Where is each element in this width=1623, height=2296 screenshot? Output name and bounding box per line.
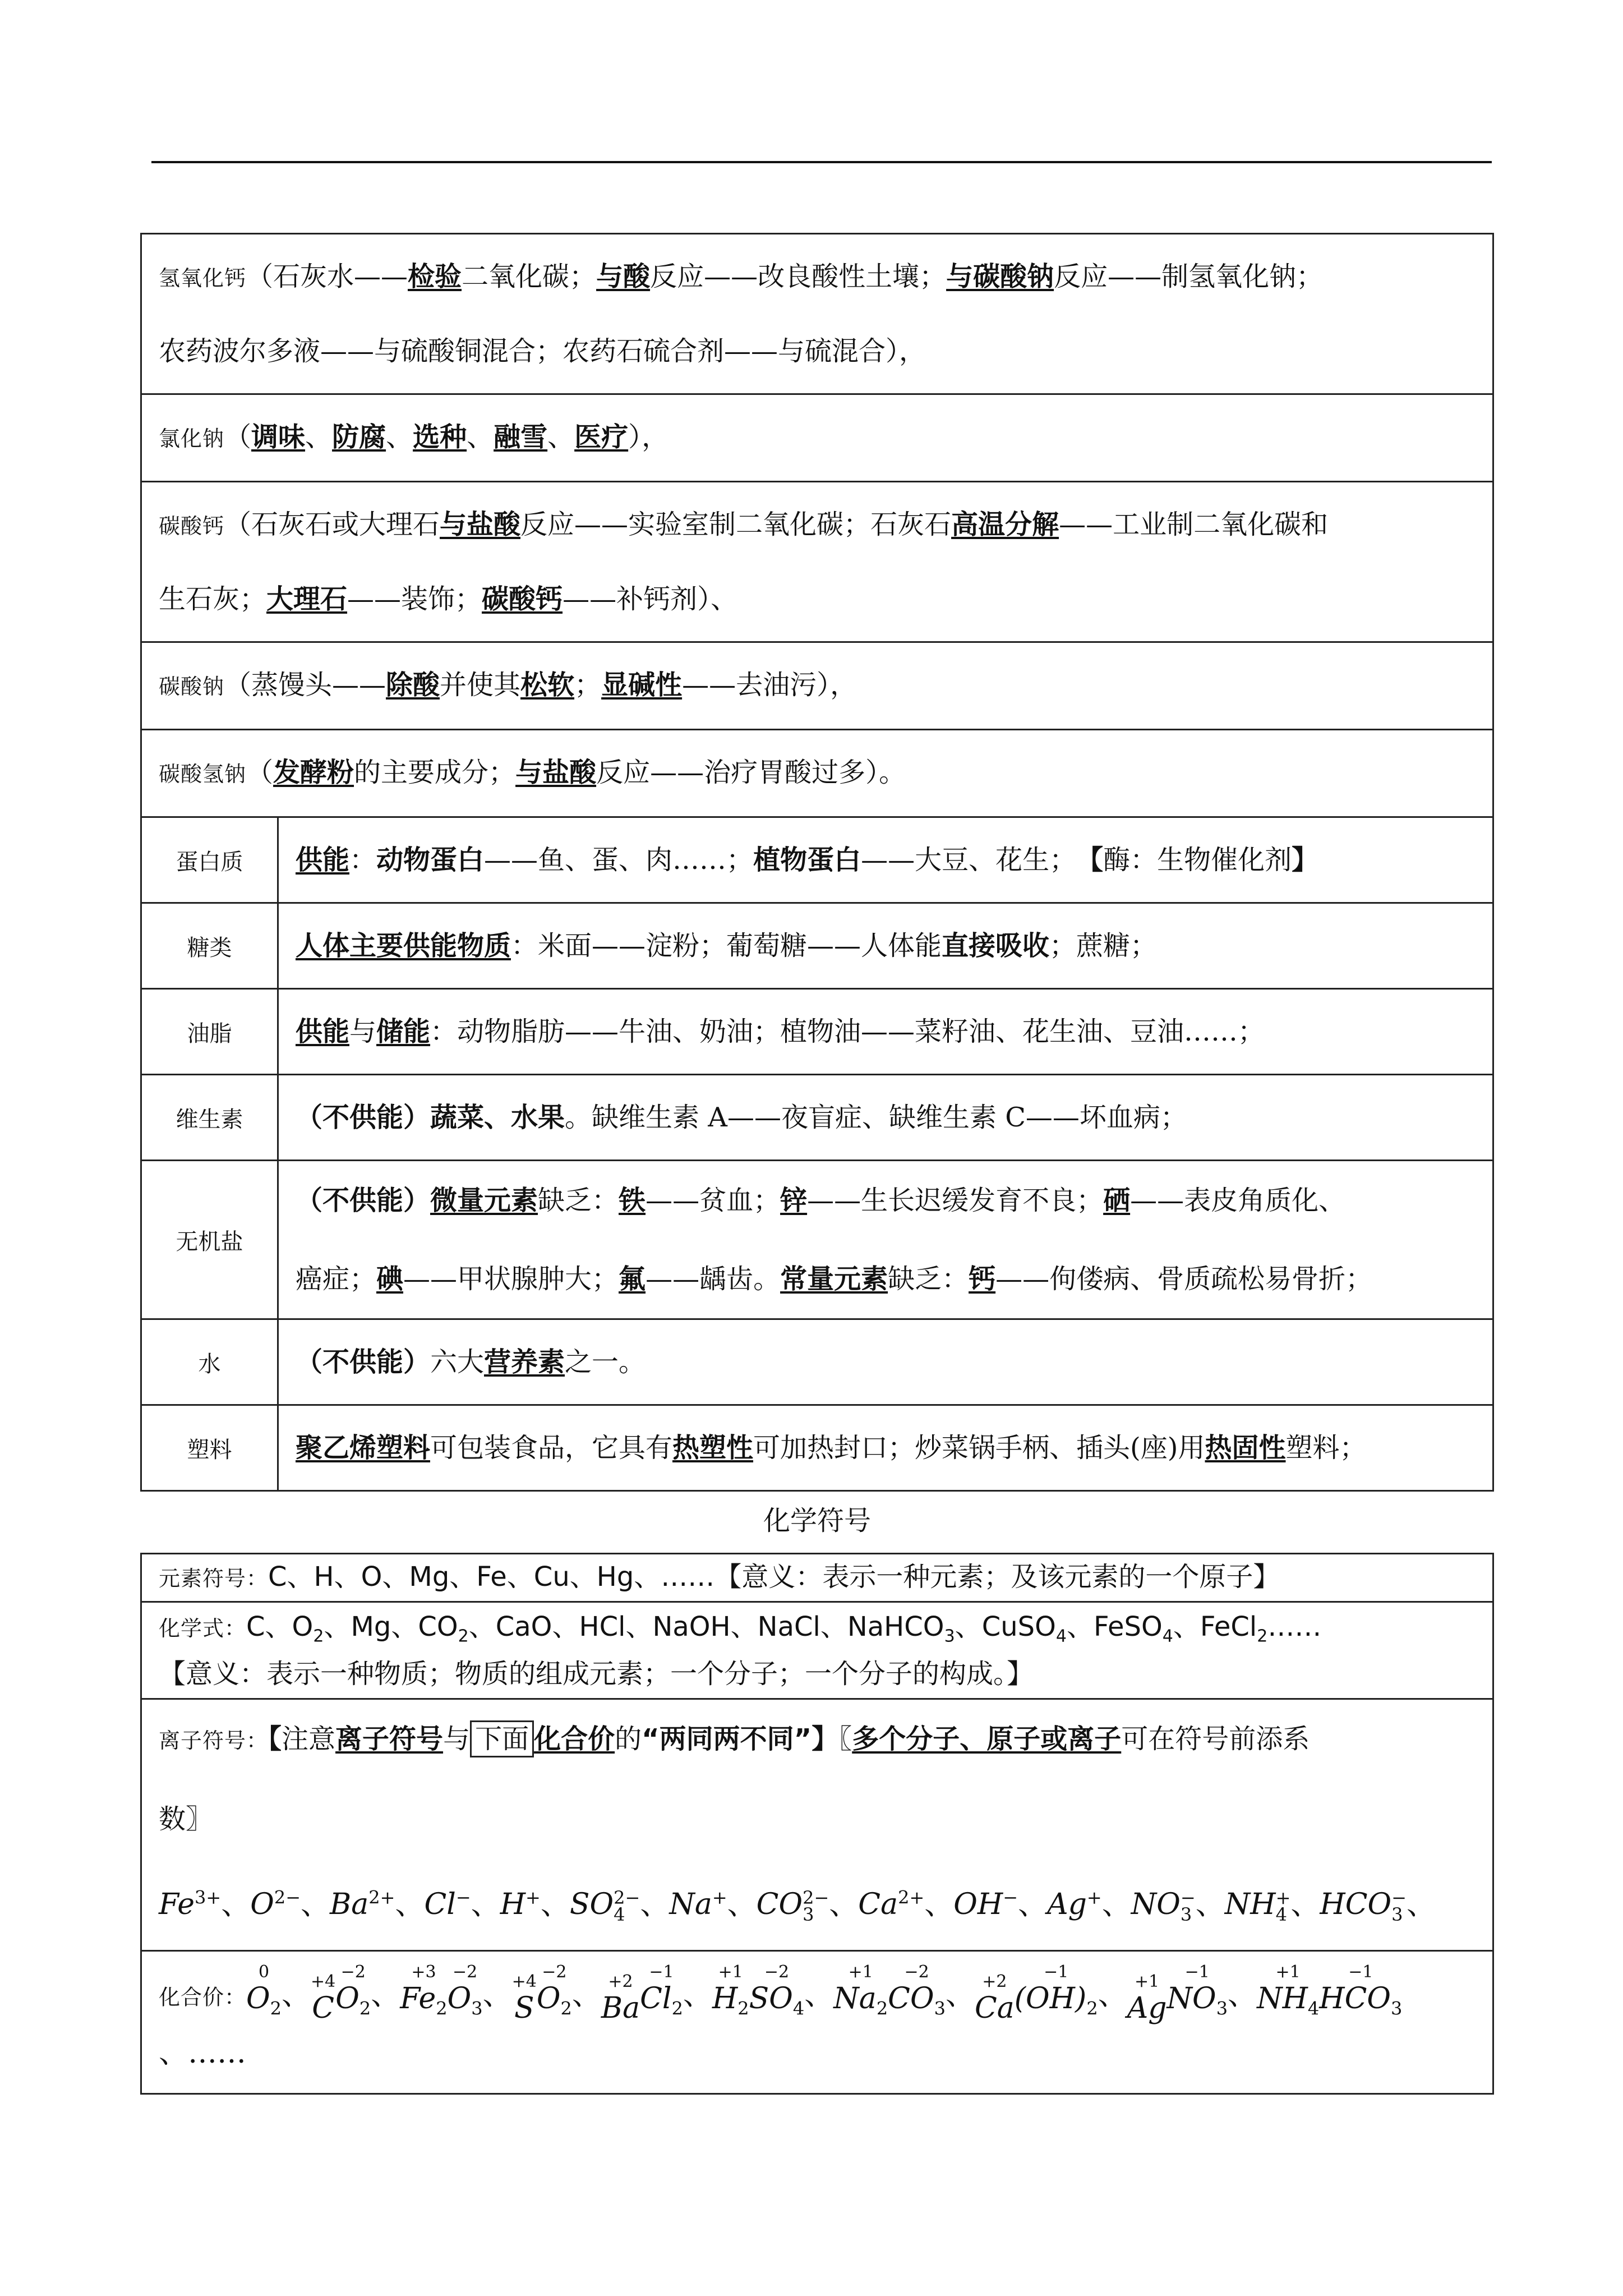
element-symbol-text: C、H、O、Mg、Fe、Cu、Hg、…… bbox=[268, 1561, 715, 1593]
valence-value: +4 bbox=[311, 1972, 336, 1992]
element-symbol: $O_2$ bbox=[246, 1981, 282, 2019]
valence-compound bbox=[1127, 1962, 1228, 2026]
nutrient-row bbox=[141, 817, 1493, 903]
valence-value: +1 bbox=[848, 1962, 873, 1982]
nutrient-label: 蛋白质 bbox=[141, 817, 278, 903]
text-segment: 农药波尔多液——与硫酸铜混合；农药石硫合剂——与硫混合）， bbox=[159, 335, 926, 367]
separator: 、 bbox=[552, 1611, 579, 1642]
usage-cell bbox=[141, 482, 1493, 642]
separator: 、 bbox=[804, 1978, 834, 2012]
valence-element bbox=[1319, 1963, 1402, 2025]
keyword: 医疗 bbox=[574, 421, 629, 453]
nutrient-content bbox=[278, 817, 1493, 903]
formula: $O_2$ bbox=[292, 1611, 324, 1646]
text-segment: ——去油污）， bbox=[682, 669, 857, 701]
valence-list bbox=[159, 1962, 1403, 2070]
text-segment: ； bbox=[574, 669, 602, 701]
usage-label: 氯化钠 bbox=[159, 426, 225, 451]
text-segment: 二氧化碳； bbox=[462, 261, 597, 292]
text-segment: 反应——实验室制二氧化碳；石灰石 bbox=[520, 509, 952, 540]
text-segment: 之一。 bbox=[565, 1346, 646, 1378]
nutrient-rows bbox=[141, 817, 1493, 1491]
formula: $CO_2$ bbox=[418, 1611, 469, 1646]
element-symbol: $HCO_3$ bbox=[1319, 1981, 1403, 2019]
ion-symbol-label: 离子符号： bbox=[159, 1728, 269, 1753]
nutrient-content bbox=[278, 989, 1493, 1075]
text-segment: 、 bbox=[547, 421, 575, 453]
nutrient-label: 塑料 bbox=[141, 1405, 278, 1491]
usage-row bbox=[141, 482, 1493, 642]
keyword: 动物蛋白 bbox=[376, 844, 485, 876]
text-segment: 反应——治疗胃酸过多）。 bbox=[596, 757, 906, 788]
separator: 、 bbox=[265, 1611, 292, 1642]
valence-value: −1 bbox=[1348, 1962, 1373, 1982]
valence-element bbox=[975, 1972, 1015, 2025]
text-segment: 、 bbox=[386, 421, 413, 453]
keyword: 热固性 bbox=[1205, 1432, 1286, 1464]
ion: NH + 4 bbox=[1224, 1887, 1291, 1926]
separator: 、 bbox=[730, 1611, 758, 1642]
nutrient-content bbox=[278, 903, 1493, 989]
valence-compound bbox=[833, 1962, 946, 2019]
valence-value: +1 bbox=[718, 1962, 743, 1982]
separator: 、 bbox=[945, 1978, 975, 2012]
usage-label: 碳酸钠 bbox=[159, 674, 225, 699]
usage-row bbox=[141, 730, 1493, 817]
keyword: 钙 bbox=[969, 1263, 996, 1295]
valence-value: +1 bbox=[1135, 1972, 1160, 1992]
formula: Mg bbox=[351, 1611, 391, 1642]
nutrient-content bbox=[278, 1405, 1493, 1491]
text-segment: 的 bbox=[615, 1723, 642, 1755]
usage-row bbox=[141, 642, 1493, 730]
keyword: 防腐 bbox=[332, 421, 386, 453]
keyword: 碘 bbox=[376, 1263, 404, 1295]
text-segment: 注意 bbox=[282, 1723, 336, 1755]
text-segment: 的主要成分； bbox=[354, 757, 516, 788]
keyword: 锌 bbox=[780, 1185, 808, 1216]
valence-value: −2 bbox=[340, 1962, 366, 1982]
usage-rows bbox=[141, 234, 1493, 817]
separator: 、 bbox=[571, 1978, 601, 2012]
text-segment: ——生长迟缓发育不良； bbox=[807, 1185, 1104, 1216]
separator: 、 bbox=[371, 1978, 400, 2012]
text-segment: 〖 bbox=[838, 1723, 852, 1755]
formula: HCl bbox=[579, 1611, 626, 1642]
keyword: 与酸 bbox=[596, 261, 651, 292]
valence-value: −2 bbox=[764, 1962, 790, 1982]
element-symbol: $(OH)_2$ bbox=[1014, 1981, 1098, 2019]
separator: 、 bbox=[468, 1611, 496, 1642]
keyword: 【 bbox=[268, 1723, 282, 1755]
valence-element bbox=[335, 1963, 371, 2025]
separator: 、 bbox=[1173, 1611, 1200, 1642]
formula: C bbox=[246, 1611, 265, 1642]
valence-element bbox=[712, 1963, 749, 2025]
keyword: 植物蛋白 bbox=[753, 844, 861, 876]
usage-label: 氢氧化钙 bbox=[159, 266, 247, 291]
usage-label: 碳酸氢钠 bbox=[159, 762, 247, 786]
valence-element bbox=[1257, 1963, 1319, 2025]
valence-value: +1 bbox=[1275, 1962, 1301, 1982]
separator: 、 bbox=[540, 1887, 570, 1921]
text-segment: （蒸馒头—— bbox=[224, 669, 386, 701]
valence-compound bbox=[601, 1962, 683, 2026]
text-segment: 并使其 bbox=[440, 669, 521, 701]
keyword: “两同两不同”】 bbox=[642, 1723, 839, 1755]
separator: 、 bbox=[324, 1611, 351, 1642]
ion: Ag+ bbox=[1047, 1887, 1102, 1921]
text-segment: 塑料； bbox=[1285, 1432, 1367, 1464]
keyword: 【 bbox=[1090, 844, 1104, 876]
ion-list bbox=[159, 1887, 1436, 1926]
keyword: 热塑性 bbox=[672, 1432, 754, 1464]
separator: 、 bbox=[1195, 1887, 1225, 1921]
nutrient-label: 水 bbox=[141, 1319, 278, 1405]
valence-element bbox=[749, 1963, 805, 2025]
chemical-formula-label: 化学式： bbox=[159, 1616, 247, 1641]
element-symbol: $CO_3$ bbox=[888, 1981, 946, 2019]
nutrient-row bbox=[141, 903, 1493, 989]
text-segment: 数〗 bbox=[159, 1803, 213, 1835]
formula: CaO bbox=[495, 1611, 552, 1642]
valence-value: 0 bbox=[258, 1962, 270, 1982]
text-segment: 反应——制氢氧化钠； bbox=[1054, 261, 1324, 292]
nutrient-label: 无机盐 bbox=[141, 1161, 278, 1319]
valence-compound bbox=[311, 1962, 371, 2026]
text-segment: ——鱼、蛋、肉……； bbox=[484, 844, 754, 876]
valence-compound bbox=[1257, 1962, 1403, 2019]
keyword: （不供能） bbox=[296, 1185, 431, 1216]
keyword: 直接吸收 bbox=[942, 930, 1050, 961]
valence-compound bbox=[712, 1962, 805, 2019]
keyword: 人体主要供能物质 bbox=[296, 930, 511, 961]
keyword: 供能 bbox=[296, 844, 350, 876]
formula-list bbox=[246, 1611, 1322, 1646]
separator: 、 bbox=[640, 1887, 670, 1921]
keyword: 发酵粉 bbox=[273, 757, 354, 788]
text-segment: 可在符号前添系 bbox=[1121, 1723, 1310, 1755]
separator: 、 bbox=[955, 1611, 982, 1642]
ion: HCO − 3 bbox=[1320, 1887, 1407, 1926]
keyword: （不供能） bbox=[296, 1346, 431, 1378]
ion: $Ba^{2+}$ bbox=[330, 1887, 395, 1921]
ion: $Ca^{2+}$ bbox=[858, 1887, 925, 1921]
text-segment: ——佝偻病、骨质疏松易骨折； bbox=[995, 1263, 1373, 1295]
separator: 、 bbox=[159, 2036, 188, 2070]
valence-value: +3 bbox=[411, 1962, 436, 1982]
ion: SO 2− 4 bbox=[569, 1887, 640, 1926]
ion: CO 2− 3 bbox=[756, 1887, 829, 1926]
ion: $Fe^{3+}$ bbox=[159, 1887, 222, 1921]
element-symbol-meaning: 【意义：表示一种元素；及该元素的一个原子】 bbox=[714, 1561, 1280, 1593]
formula: NaOH bbox=[652, 1611, 731, 1642]
keyword: 营养素 bbox=[484, 1346, 565, 1378]
keyword: 硒 bbox=[1103, 1185, 1131, 1216]
nutrient-row bbox=[141, 989, 1493, 1075]
keyword: 常量元素 bbox=[780, 1263, 888, 1295]
keyword: 与盐酸 bbox=[440, 509, 521, 540]
element-symbol: C bbox=[312, 1991, 335, 2026]
element-symbol: $SO_4$ bbox=[749, 1981, 805, 2019]
separator: 、 bbox=[391, 1611, 418, 1642]
element-symbol-label: 元素符号： bbox=[159, 1566, 269, 1591]
text-segment: 生石灰； bbox=[159, 583, 267, 615]
separator: 、 bbox=[1101, 1887, 1131, 1921]
keyword: 】 bbox=[1292, 844, 1319, 876]
element-symbol: $O_2$ bbox=[536, 1981, 572, 2019]
formula-ellipsis: …… bbox=[1267, 1611, 1322, 1642]
valence-compound bbox=[400, 1962, 483, 2019]
ion: NO − 3 bbox=[1131, 1887, 1196, 1926]
separator: 、 bbox=[820, 1611, 847, 1642]
formula: NaHCO$_3$ bbox=[847, 1611, 955, 1646]
separator: 、 bbox=[471, 1887, 500, 1921]
text-segment: 酶：生物催化剂 bbox=[1103, 844, 1292, 876]
text-segment: ——装饰； bbox=[347, 583, 482, 615]
nutrient-row bbox=[141, 1075, 1493, 1161]
separator: 、 bbox=[625, 1611, 653, 1642]
separator: 、 bbox=[1098, 1978, 1127, 2012]
keyword: 融雪 bbox=[494, 421, 548, 453]
separator: 、 bbox=[1018, 1887, 1048, 1921]
usage-row bbox=[141, 234, 1493, 394]
text-segment: 缺乏： bbox=[538, 1185, 619, 1216]
nutrient-label: 糖类 bbox=[141, 903, 278, 989]
element-symbol: $O_2$ bbox=[335, 1981, 371, 2019]
text-segment: 反应——改良酸性土壤； bbox=[650, 261, 947, 292]
separator: 、 bbox=[1406, 1887, 1436, 1921]
nutrient-content bbox=[278, 1075, 1493, 1161]
separator: 、 bbox=[1290, 1887, 1320, 1921]
keyword: 高温分解 bbox=[951, 509, 1059, 540]
valence-value: +2 bbox=[982, 1972, 1007, 1992]
formula: FeSO$_4$ bbox=[1093, 1611, 1173, 1646]
text-segment: ：米面——淀粉；葡萄糖——人体能 bbox=[511, 930, 942, 961]
text-segment: ；蔗糖； bbox=[1049, 930, 1158, 961]
text-segment: 。缺维生素 A——夜盲症、缺维生素 C——坏血病； bbox=[565, 1102, 1187, 1133]
valence-value: −1 bbox=[649, 1962, 674, 1982]
text-segment: 、 bbox=[305, 421, 333, 453]
separator: 、 bbox=[683, 1978, 712, 2012]
keyword: 聚乙烯塑料 bbox=[296, 1432, 431, 1464]
valence-element bbox=[888, 1963, 946, 2025]
usage-cell bbox=[141, 730, 1493, 817]
keyword: （不供能）蔬菜、水果 bbox=[296, 1102, 565, 1133]
valence-element bbox=[833, 1963, 888, 2025]
valence-element bbox=[448, 1963, 483, 2025]
element-symbol: $NH_4$ bbox=[1257, 1981, 1320, 2019]
element-symbol-row bbox=[141, 1554, 1493, 1602]
keyword: 与碳酸钠 bbox=[946, 261, 1054, 292]
nutrient-content bbox=[278, 1161, 1493, 1319]
nutrient-label: 维生素 bbox=[141, 1075, 278, 1161]
valence-value: −2 bbox=[453, 1962, 478, 1982]
valence-element bbox=[537, 1963, 572, 2025]
element-symbol: $H_2$ bbox=[712, 1981, 749, 2019]
text-segment: （ bbox=[224, 421, 252, 453]
valence-element bbox=[1015, 1963, 1098, 2025]
separator: 、 bbox=[1228, 1978, 1257, 2012]
text-segment: ——甲状腺肿大； bbox=[403, 1263, 619, 1295]
keyword: 离子符号 bbox=[335, 1723, 444, 1755]
element-symbol: $Fe_2$ bbox=[400, 1981, 448, 2019]
text-segment: （ bbox=[246, 757, 274, 788]
valence-element bbox=[640, 1963, 683, 2025]
element-symbol: $NO_3$ bbox=[1166, 1981, 1228, 2019]
text-segment: 可加热封口；炒菜锅手柄、插头(座)用 bbox=[753, 1432, 1205, 1464]
nutrient-row bbox=[141, 1319, 1493, 1405]
usage-cell bbox=[141, 234, 1493, 394]
keyword: 与盐酸 bbox=[515, 757, 597, 788]
ion: H+ bbox=[500, 1887, 541, 1921]
formula: FeCl$_2$ bbox=[1200, 1611, 1268, 1646]
separator: 、 bbox=[1066, 1611, 1094, 1642]
text-segment: 六大 bbox=[430, 1346, 485, 1378]
valence-label: 化合价： bbox=[159, 1985, 247, 2010]
keyword: 铁 bbox=[619, 1185, 646, 1216]
separator: 、 bbox=[829, 1887, 859, 1921]
valence-element bbox=[1127, 1972, 1167, 2025]
formula: CuSO$_4$ bbox=[981, 1611, 1067, 1646]
nutrient-row bbox=[141, 1161, 1493, 1319]
keyword: 松软 bbox=[520, 669, 575, 701]
text-segment: ——补钙剂）、 bbox=[562, 583, 738, 615]
element-symbol: Ba bbox=[601, 1991, 640, 2026]
keyword: 多个分子、原子或离子 bbox=[852, 1723, 1122, 1755]
text-segment: 、 bbox=[467, 421, 494, 453]
valence-value: +4 bbox=[511, 1972, 537, 1992]
keyword: 大理石 bbox=[266, 583, 348, 615]
text-segment: ——龋齿。 bbox=[645, 1263, 781, 1295]
valence-compound bbox=[511, 1962, 572, 2026]
element-symbol: $Na_2$ bbox=[833, 1981, 888, 2019]
keyword: 碳酸钙 bbox=[482, 583, 563, 615]
separator: 、 bbox=[482, 1978, 512, 2012]
valence-compound bbox=[974, 1962, 1098, 2026]
valence-value: −2 bbox=[904, 1962, 929, 1982]
keyword: 氟 bbox=[619, 1263, 646, 1295]
valence-value: +2 bbox=[608, 1972, 633, 1992]
header-rule bbox=[151, 161, 1492, 163]
text-segment: 癌症； bbox=[296, 1263, 377, 1295]
element-symbol: $Cl_2$ bbox=[640, 1981, 683, 2019]
element-symbol: S bbox=[514, 1991, 534, 2026]
chemical-formula-meaning: 【意义：表示一种物质；物质的组成元素；一个分子；一个分子的构成。】 bbox=[159, 1658, 1034, 1690]
valence-element bbox=[1167, 1963, 1228, 2025]
keyword: 除酸 bbox=[386, 669, 440, 701]
usage-label: 碳酸钙 bbox=[159, 514, 225, 539]
formula: NaCl bbox=[757, 1611, 820, 1642]
text-segment: 与 bbox=[349, 1016, 377, 1047]
valence-value: −1 bbox=[1184, 1962, 1210, 1982]
valence-element bbox=[512, 1972, 537, 2025]
element-symbol: Ag bbox=[1127, 1991, 1167, 2026]
text-segment: ：动物脂肪——牛油、奶油；植物油——菜籽油、花生油、豆油……； bbox=[430, 1016, 1265, 1047]
text-segment: （石灰水—— bbox=[246, 261, 408, 292]
valence-element bbox=[246, 1963, 282, 2025]
keyword: 供能 bbox=[296, 1016, 350, 1047]
usage-row bbox=[141, 394, 1493, 482]
text-segment: 可包装食品，它具有 bbox=[430, 1432, 673, 1464]
keyword: 检验 bbox=[408, 261, 462, 292]
usage-cell bbox=[141, 394, 1493, 482]
boxed-text: 下面 bbox=[470, 1720, 534, 1757]
valence-element bbox=[311, 1972, 335, 2025]
nutrient-label: 油脂 bbox=[141, 989, 278, 1075]
text-segment: ——贫血； bbox=[645, 1185, 781, 1216]
chemical-formula-row bbox=[141, 1602, 1493, 1699]
valence-row bbox=[141, 1950, 1493, 2093]
valence-element bbox=[601, 1972, 640, 2025]
separator: 、 bbox=[727, 1887, 757, 1921]
keyword: 储能 bbox=[376, 1016, 431, 1047]
ion-symbol-row bbox=[141, 1699, 1493, 1950]
text-segment: ： bbox=[349, 844, 377, 876]
separator: 、 bbox=[924, 1887, 954, 1921]
text-segment: ——表皮角质化、 bbox=[1130, 1185, 1346, 1216]
element-symbol: $O_3$ bbox=[447, 1981, 483, 2019]
separator: 、 bbox=[282, 1978, 311, 2012]
symbols-table bbox=[140, 1553, 1494, 2095]
valence-compound bbox=[246, 1962, 282, 2019]
properties-table bbox=[140, 233, 1494, 1492]
valence-value: −2 bbox=[542, 1962, 567, 1982]
element-symbol: Ca bbox=[974, 1991, 1015, 2026]
text-segment: 与 bbox=[443, 1723, 471, 1755]
ion: Na+ bbox=[669, 1887, 727, 1921]
keyword: 微量元素 bbox=[430, 1185, 538, 1216]
ion: $O^{2-}$ bbox=[250, 1887, 301, 1921]
separator: 、 bbox=[221, 1887, 251, 1921]
nutrient-content bbox=[278, 1319, 1493, 1405]
ion: OH− bbox=[953, 1887, 1018, 1921]
separator: 、 bbox=[301, 1887, 330, 1921]
separator: 、 bbox=[395, 1887, 425, 1921]
section-title: 化学符号 bbox=[763, 1505, 871, 1536]
ion-note bbox=[159, 1720, 1310, 1835]
keyword: 显碱性 bbox=[601, 669, 683, 701]
text-segment: ——工业制二氧化碳和 bbox=[1059, 509, 1329, 540]
text-segment: （石灰石或大理石 bbox=[224, 509, 440, 540]
keyword: 选种 bbox=[413, 421, 467, 453]
text-segment: ）， bbox=[628, 421, 669, 453]
usage-cell bbox=[141, 642, 1493, 730]
text-segment: ——大豆、花生； bbox=[861, 844, 1090, 876]
valence-value: −1 bbox=[1044, 1962, 1069, 1982]
nutrient-row bbox=[141, 1405, 1493, 1491]
valence-ellipsis: …… bbox=[188, 2036, 247, 2070]
keyword: 调味 bbox=[251, 421, 306, 453]
ion: Cl− bbox=[424, 1887, 471, 1921]
keyword: 化合价 bbox=[534, 1723, 615, 1755]
text-segment: 缺乏： bbox=[888, 1263, 969, 1295]
valence-element bbox=[400, 1963, 447, 2025]
